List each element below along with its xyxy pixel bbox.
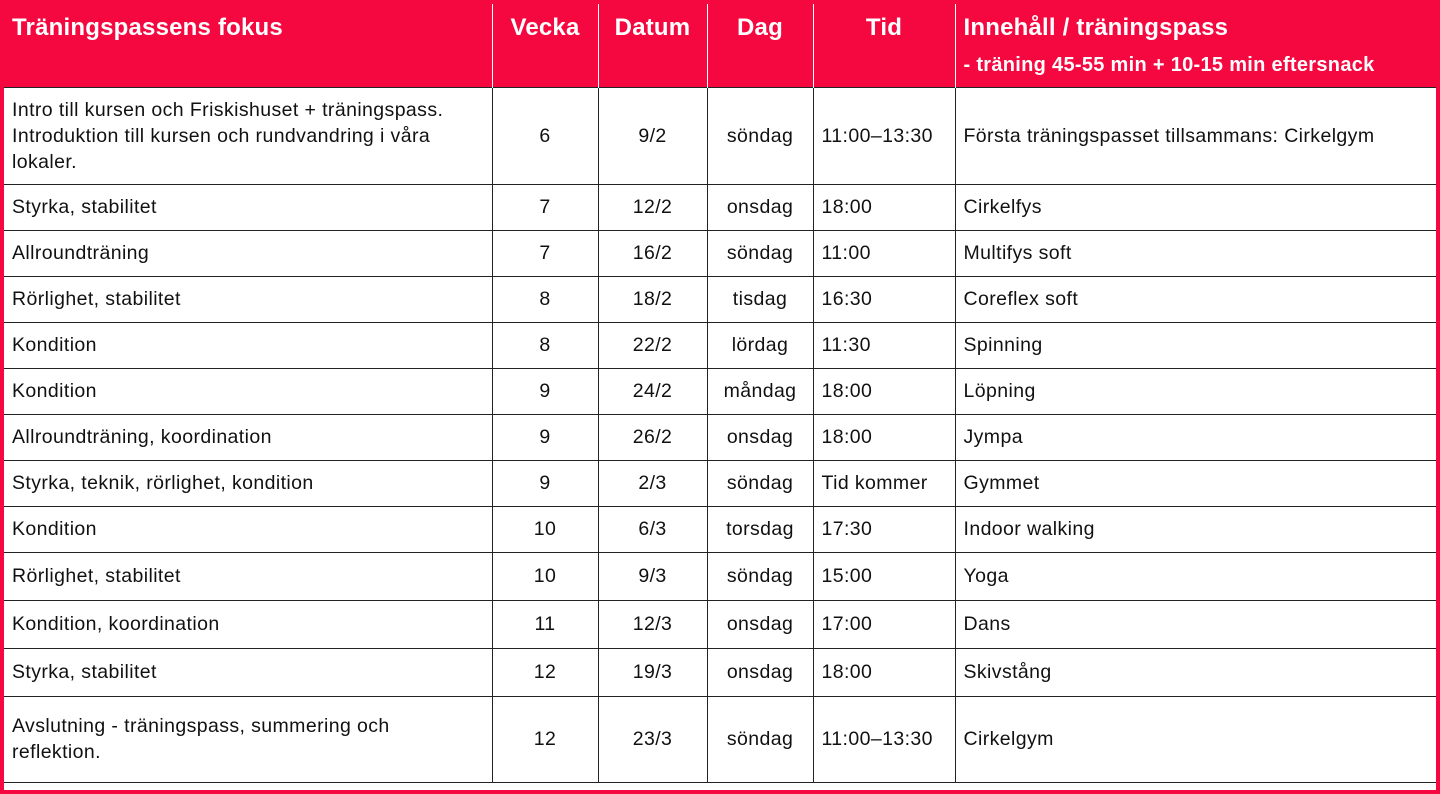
cell-innehall: Multifys soft bbox=[955, 230, 1436, 276]
cell-focus: Kondition bbox=[4, 322, 492, 368]
cell-vecka: 10 bbox=[492, 552, 598, 600]
cell-datum: 12/2 bbox=[598, 184, 707, 230]
cell-innehall: Gymmet bbox=[955, 460, 1436, 506]
cell-tid: 18:00 bbox=[813, 648, 955, 696]
cell-dag: tisdag bbox=[707, 276, 813, 322]
cell-dag: onsdag bbox=[707, 184, 813, 230]
cell-focus: Allroundträning bbox=[4, 230, 492, 276]
cell-dag: söndag bbox=[707, 87, 813, 184]
cell-vecka: 11 bbox=[492, 600, 598, 648]
cell-datum: 12/3 bbox=[598, 600, 707, 648]
cell-vecka: 10 bbox=[492, 506, 598, 552]
cell-tid: 18:00 bbox=[813, 184, 955, 230]
cell-datum: 22/2 bbox=[598, 322, 707, 368]
table-row bbox=[4, 87, 1436, 184]
table-row bbox=[4, 600, 1436, 648]
header-focus: Träningspassens fokus bbox=[12, 14, 283, 41]
header-vecka: Vecka bbox=[492, 4, 598, 87]
cell-dag: söndag bbox=[707, 552, 813, 600]
cell-dag: söndag bbox=[707, 696, 813, 782]
cell-vecka: 12 bbox=[492, 648, 598, 696]
header-innehall-title: Innehåll / träningspass bbox=[963, 14, 1229, 41]
cell-datum: 18/2 bbox=[598, 276, 707, 322]
cell-vecka: 7 bbox=[492, 184, 598, 230]
cell-innehall: Löpning bbox=[955, 368, 1436, 414]
header-datum: Datum bbox=[598, 4, 707, 87]
cell-tid: 11:00–13:30 bbox=[813, 87, 955, 184]
cell-datum: 26/2 bbox=[598, 414, 707, 460]
cell-focus: Allroundträning, koordination bbox=[4, 414, 492, 460]
cell-focus: Rörlighet, stabilitet bbox=[4, 276, 492, 322]
cell-focus: Styrka, stabilitet bbox=[4, 184, 492, 230]
cell-datum: 19/3 bbox=[598, 648, 707, 696]
cell-vecka: 12 bbox=[492, 696, 598, 782]
cell-focus: Styrka, teknik, rörlighet, kondition bbox=[4, 460, 492, 506]
table-row bbox=[4, 276, 1436, 322]
cell-innehall: Spinning bbox=[955, 322, 1436, 368]
cell-focus: Rörlighet, stabilitet bbox=[4, 552, 492, 600]
cell-innehall: Yoga bbox=[955, 552, 1436, 600]
cell-focus: Intro till kursen och Friskishuset + träningspass. Introduktion till kursen och rundvandring i våra lokaler. bbox=[4, 87, 492, 184]
header-tid: Tid bbox=[813, 4, 955, 87]
cell-innehall: Coreflex soft bbox=[955, 276, 1436, 322]
cell-dag: torsdag bbox=[707, 506, 813, 552]
header-innehall-subtitle: - träning 45-55 min + 10-15 min eftersnack bbox=[963, 54, 1375, 76]
cell-vecka: 8 bbox=[492, 322, 598, 368]
cell-datum: 6/3 bbox=[598, 506, 707, 552]
cell-tid: 11:00–13:30 bbox=[813, 696, 955, 782]
cell-focus: Kondition bbox=[4, 506, 492, 552]
cell-focus: Kondition, koordination bbox=[4, 600, 492, 648]
cell-dag: onsdag bbox=[707, 648, 813, 696]
cell-tid: Tid kommer bbox=[813, 460, 955, 506]
header-innehall bbox=[955, 4, 1436, 87]
table-row bbox=[4, 230, 1436, 276]
cell-datum: 9/3 bbox=[598, 552, 707, 600]
cell-dag: måndag bbox=[707, 368, 813, 414]
cell-dag: söndag bbox=[707, 230, 813, 276]
cell-dag: söndag bbox=[707, 460, 813, 506]
table-row bbox=[4, 648, 1436, 696]
cell-vecka: 7 bbox=[492, 230, 598, 276]
cell-datum: 2/3 bbox=[598, 460, 707, 506]
cell-vecka: 8 bbox=[492, 276, 598, 322]
table-row bbox=[4, 552, 1436, 600]
cell-tid: 18:00 bbox=[813, 414, 955, 460]
cell-innehall: Indoor walking bbox=[955, 506, 1436, 552]
cell-innehall: Skivstång bbox=[955, 648, 1436, 696]
cell-tid: 15:00 bbox=[813, 552, 955, 600]
cell-innehall: Första träningspasset tillsammans: Cirkelgym bbox=[955, 87, 1436, 184]
header-row bbox=[4, 4, 1436, 87]
cell-vecka: 9 bbox=[492, 414, 598, 460]
cell-innehall: Cirkelgym bbox=[955, 696, 1436, 782]
table-row bbox=[4, 184, 1436, 230]
cell-datum: 9/2 bbox=[598, 87, 707, 184]
cell-dag: onsdag bbox=[707, 600, 813, 648]
cell-innehall: Cirkelfys bbox=[955, 184, 1436, 230]
table-row bbox=[4, 460, 1436, 506]
cell-innehall: Dans bbox=[955, 600, 1436, 648]
table-header bbox=[4, 4, 1436, 87]
table-row bbox=[4, 506, 1436, 552]
table-row bbox=[4, 414, 1436, 460]
cell-datum: 16/2 bbox=[598, 230, 707, 276]
cell-tid: 18:00 bbox=[813, 368, 955, 414]
cell-focus: Avslutning - träningspass, summering och reflektion. bbox=[4, 696, 492, 782]
cell-tid: 17:00 bbox=[813, 600, 955, 648]
cell-dag: onsdag bbox=[707, 414, 813, 460]
cell-vecka: 9 bbox=[492, 460, 598, 506]
cell-vecka: 6 bbox=[492, 87, 598, 184]
cell-datum: 23/3 bbox=[598, 696, 707, 782]
header-dag: Dag bbox=[707, 4, 813, 87]
cell-focus: Styrka, stabilitet bbox=[4, 648, 492, 696]
cell-tid: 17:30 bbox=[813, 506, 955, 552]
cell-dag: lördag bbox=[707, 322, 813, 368]
table-body bbox=[4, 87, 1436, 782]
cell-innehall: Jympa bbox=[955, 414, 1436, 460]
cell-datum: 24/2 bbox=[598, 368, 707, 414]
table-row bbox=[4, 696, 1436, 782]
table-row bbox=[4, 368, 1436, 414]
cell-focus: Kondition bbox=[4, 368, 492, 414]
cell-tid: 16:30 bbox=[813, 276, 955, 322]
table-row bbox=[4, 322, 1436, 368]
cell-tid: 11:00 bbox=[813, 230, 955, 276]
training-schedule-table bbox=[4, 4, 1436, 783]
cell-tid: 11:30 bbox=[813, 322, 955, 368]
cell-vecka: 9 bbox=[492, 368, 598, 414]
